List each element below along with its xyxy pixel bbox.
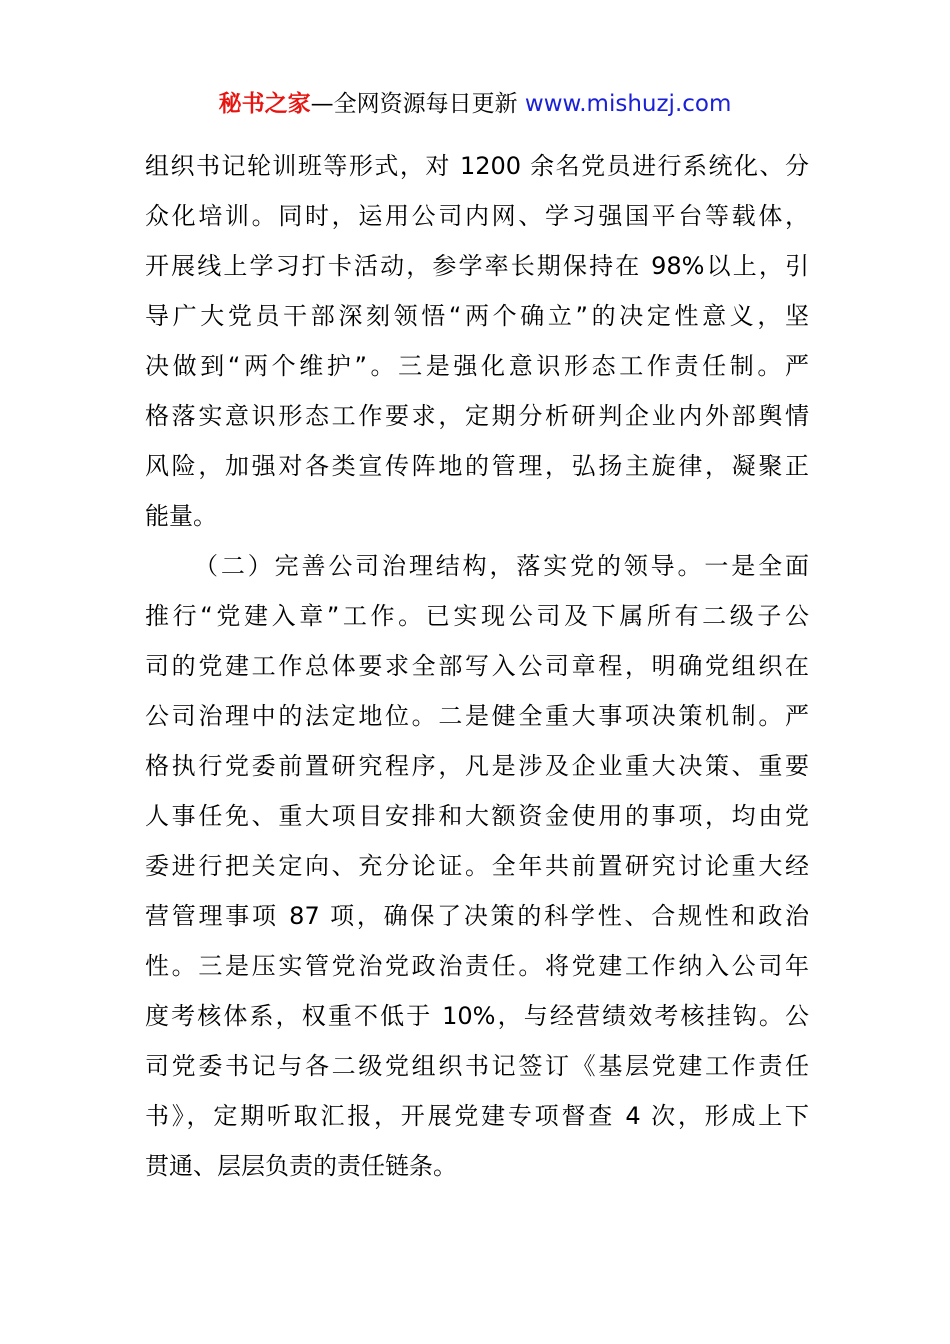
text-line: 司党委书记与各二级党组织书记签订《基层党建工作责任 — [145, 1052, 809, 1080]
text-line: 度考核体系，权重不低于 10%，与经营绩效考核挂钩。公 — [145, 1002, 809, 1030]
text-line: 能量。 — [145, 502, 217, 530]
text-line: 开展线上学习打卡活动，参学率长期保持在 98%以上，引 — [145, 252, 809, 280]
paragraph-heading-line: （二）完善公司治理结构，落实党的领导。一是全面 — [194, 552, 809, 580]
text-line: 导广大党员干部深刻领悟“两个确立”的决定性意义，坚 — [145, 302, 809, 330]
text-line: 人事任免、重大项目安排和大额资金使用的事项，均由党 — [145, 802, 809, 830]
header-tagline: —全网资源每日更新 — [310, 91, 518, 117]
text-line: 委进行把关定向、充分论证。全年共前置研究讨论重大经 — [145, 852, 809, 880]
site-header — [0, 86, 950, 122]
text-line: 格落实意识形态工作要求，定期分析研判企业内外部舆情 — [145, 402, 809, 430]
text-line: 推行“党建入章”工作。已实现公司及下属所有二级子公 — [145, 602, 809, 630]
text-line: 性。三是压实管党治党政治责任。将党建工作纳入公司年 — [145, 952, 809, 980]
text-line: 贯通、层层负责的责任链条。 — [145, 1152, 457, 1180]
text-line: 营管理事项 87 项，确保了决策的科学性、合规性和政治 — [145, 902, 809, 930]
text-line: 司的党建工作总体要求全部写入公司章程，明确党组织在 — [145, 652, 809, 680]
text-line: 书》，定期听取汇报，开展党建专项督查 4 次，形成上下 — [145, 1102, 809, 1130]
text-line: 公司治理中的法定地位。二是健全重大事项决策机制。严 — [145, 702, 809, 730]
text-line: 决做到“两个维护”。三是强化意识形态工作责任制。严 — [145, 352, 809, 380]
text-line: 众化培训。同时，运用公司内网、学习强国平台等载体， — [145, 202, 809, 230]
text-line: 格执行党委前置研究程序，凡是涉及企业重大决策、重要 — [145, 752, 809, 780]
brand-name: 秘书之家 — [218, 91, 311, 117]
text-line: 组织书记轮训班等形式，对 1200 余名党员进行系统化、分 — [145, 152, 809, 180]
text-line: 风险，加强对各类宣传阵地的管理，弘扬主旋律，凝聚正 — [145, 452, 809, 480]
site-url-link[interactable]: www.mishuzj.com — [524, 91, 732, 117]
